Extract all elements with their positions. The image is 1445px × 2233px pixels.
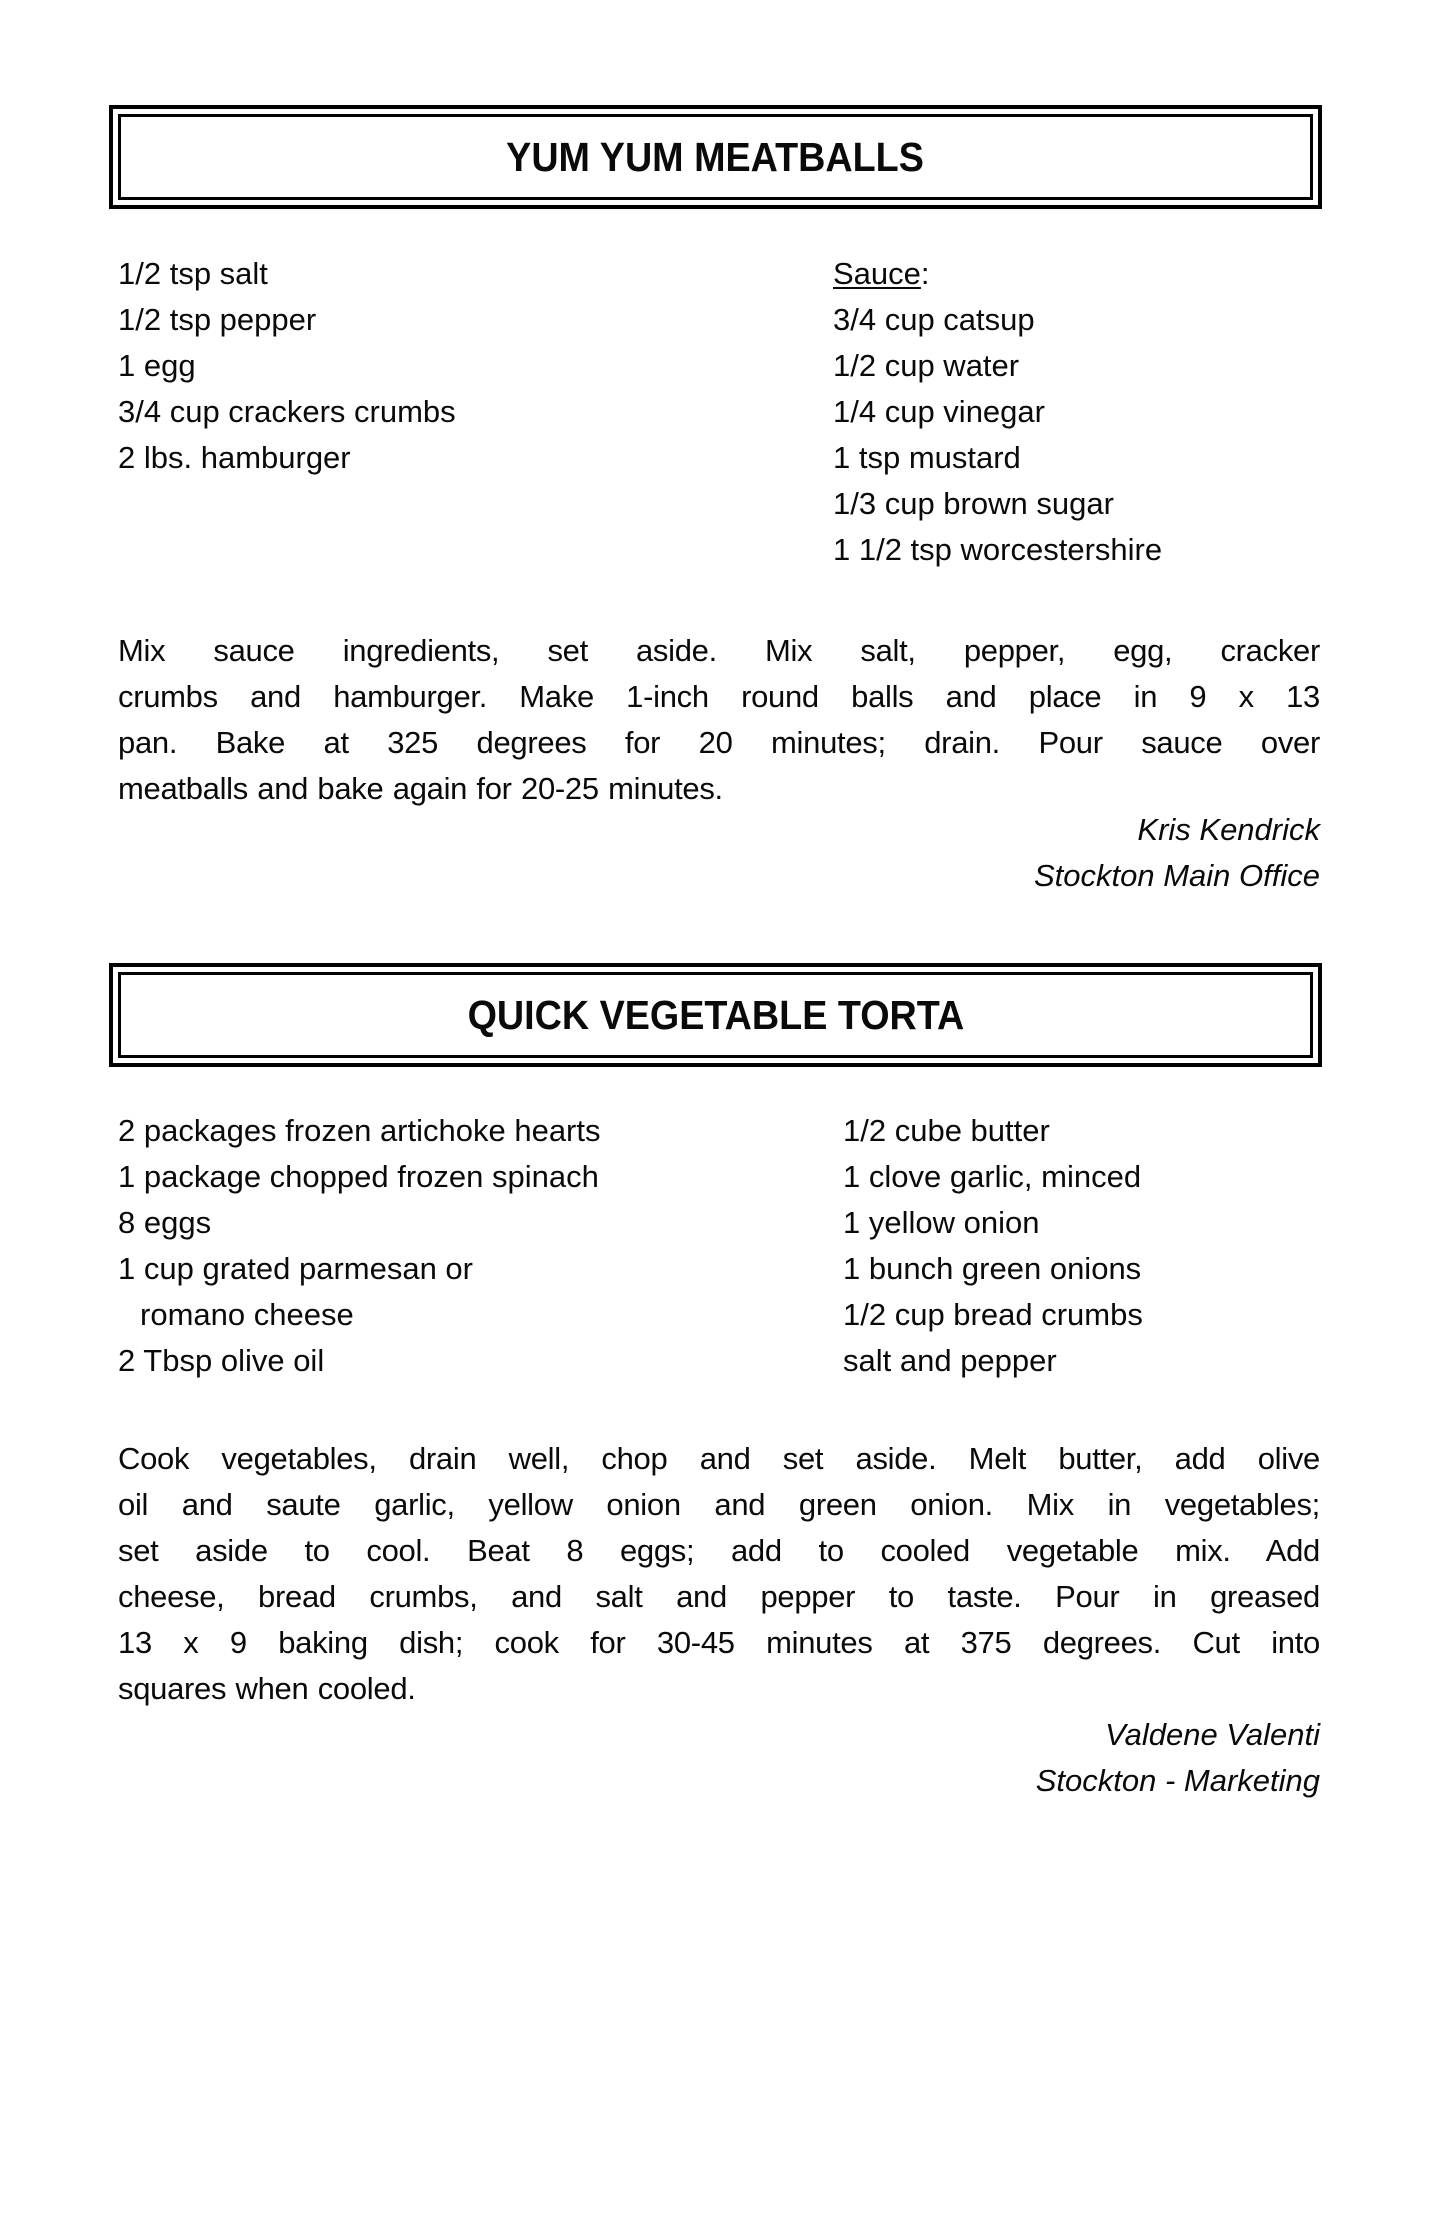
author-department: Stockton - Marketing: [1035, 1763, 1320, 1798]
author-name: Kris Kendrick: [1137, 812, 1320, 847]
recipe-title-inner-border: [118, 972, 1313, 1058]
ingredient: 1 yellow onion: [843, 1205, 1040, 1240]
ingredients-left-list: [118, 1108, 601, 1384]
sauce-colon: :: [920, 256, 930, 291]
ingredient: 1 tsp mustard: [833, 440, 1021, 475]
recipe-directions: [118, 1436, 1320, 1712]
sauce-heading: [833, 251, 1162, 297]
directions-line: Mix sauce ingredients, set aside. Mix salt, pepper, egg, cracker: [118, 633, 1320, 668]
directions-line: cheese, bread crumbs, and salt and pepper to taste. Pour in greased: [118, 1579, 1320, 1614]
ingredient: 1 clove garlic, minced: [843, 1159, 1142, 1194]
ingredient: 1/4 cup vinegar: [833, 394, 1045, 429]
ingredient: 8 eggs: [118, 1205, 212, 1240]
author-department: Stockton Main Office: [1033, 858, 1320, 893]
sauce-label: Sauce: [833, 256, 921, 291]
directions-line: set aside to cool. Beat 8 eggs; add to cooled vegetable mix. Add: [118, 1533, 1320, 1568]
ingredient: 2 Tbsp olive oil: [118, 1343, 325, 1378]
recipe-directions: [118, 628, 1320, 812]
sauce-ingredients-list: [833, 251, 1162, 573]
ingredient: 1/2 cup bread crumbs: [843, 1297, 1143, 1332]
recipe-title: QUICK VEGETABLE TORTA: [467, 991, 964, 1038]
recipe-title-box: [109, 963, 1322, 1067]
author-name: Valdene Valenti: [1105, 1717, 1320, 1752]
ingredient: 1 package chopped frozen spinach: [118, 1159, 599, 1194]
ingredient: 1 1/2 tsp worcestershire: [833, 532, 1163, 567]
ingredient-continuation: romano cheese: [140, 1297, 354, 1332]
ingredient: 1/2 cup water: [833, 348, 1020, 383]
directions-line: 13 x 9 baking dish; cook for 30-45 minutes at 375 degrees. Cut into: [118, 1625, 1320, 1660]
directions-line: oil and saute garlic, yellow onion and green onion. Mix in vegetables;: [118, 1487, 1320, 1522]
ingredient: 3/4 cup catsup: [833, 302, 1035, 337]
recipe-credit: [1036, 1712, 1320, 1804]
ingredient: 1 cup grated parmesan or: [118, 1251, 473, 1286]
directions-line: meatballs and bake again for 20-25 minutes.: [118, 771, 723, 806]
ingredient: 2 lbs. hamburger: [118, 440, 351, 475]
recipe-title-inner-border: [118, 114, 1313, 200]
recipe-title: YUM YUM MEATBALLS: [506, 133, 925, 180]
ingredients-left-list: [118, 251, 456, 481]
ingredient: 3/4 cup crackers crumbs: [118, 394, 456, 429]
ingredient: 1/2 cube butter: [843, 1113, 1050, 1148]
recipe-credit: [1034, 807, 1320, 899]
ingredient: salt and pepper: [843, 1343, 1057, 1378]
ingredient: 1/3 cup brown sugar: [833, 486, 1114, 521]
ingredient: 1 bunch green onions: [843, 1251, 1142, 1286]
ingredient: 1/2 tsp pepper: [118, 302, 317, 337]
ingredients-right-list: [843, 1108, 1143, 1384]
ingredient: 2 packages frozen artichoke hearts: [118, 1113, 601, 1148]
recipe-title-box: [109, 105, 1322, 209]
directions-line: pan. Bake at 325 degrees for 20 minutes; drain. Pour sauce over: [118, 725, 1320, 760]
directions-line: crumbs and hamburger. Make 1-inch round balls and place in 9 x 13: [118, 679, 1320, 714]
ingredient: 1 egg: [118, 348, 196, 383]
ingredient: 1/2 tsp salt: [118, 256, 268, 291]
directions-line: squares when cooled.: [118, 1671, 416, 1706]
directions-line: Cook vegetables, drain well, chop and set aside. Melt butter, add olive: [118, 1441, 1320, 1476]
